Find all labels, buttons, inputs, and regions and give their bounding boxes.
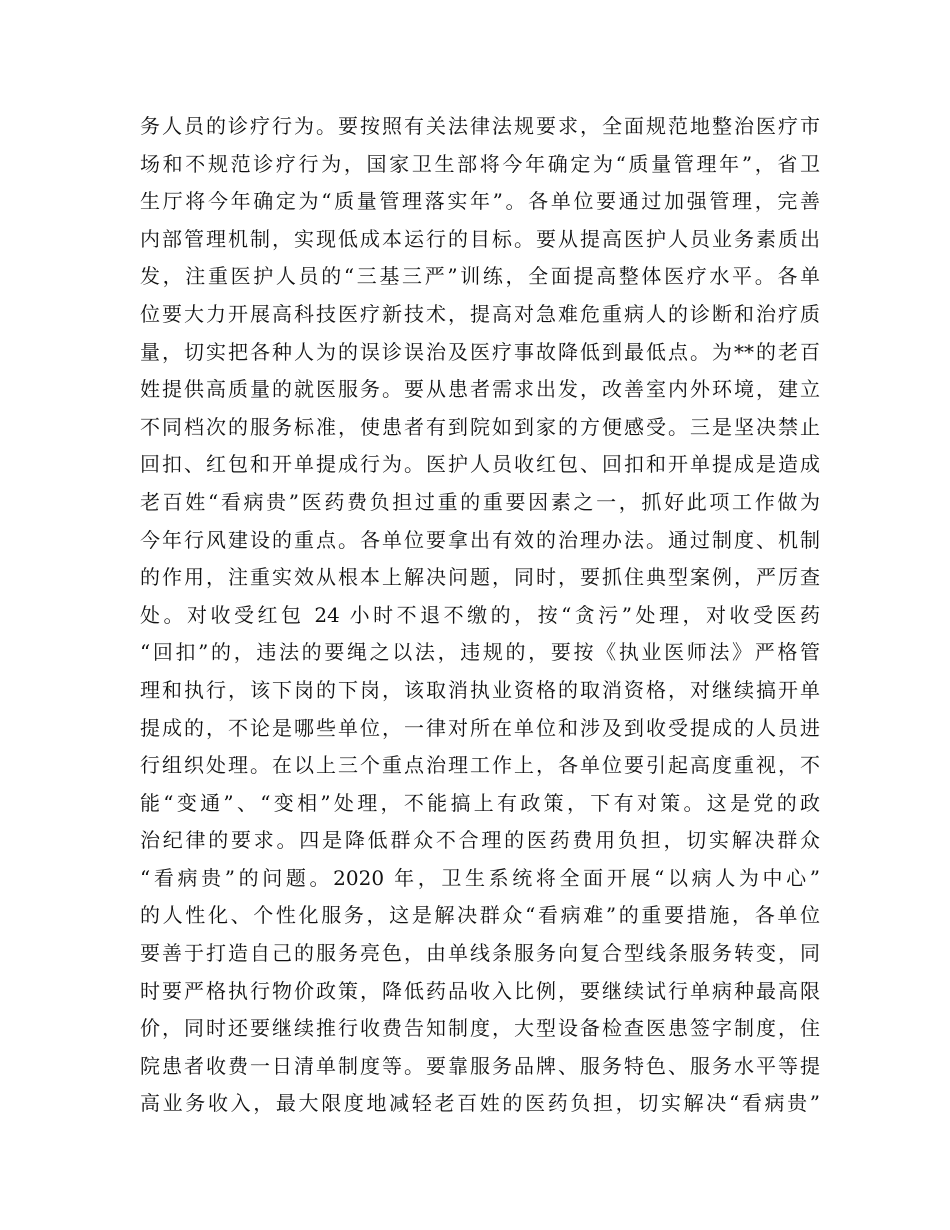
text-line: 内部管理机制，实现低成本运行的目标。要从提高医护人员业务素质出: [140, 226, 820, 251]
text-line: 处。对收受红包 24 小时不退不缴的，按“贪污”处理，对收受医药: [140, 602, 820, 627]
text-line: 今年行风建设的重点。各单位要拿出有效的治理办法。通过制度、机制: [140, 527, 820, 552]
text-line: 行组织处理。在以上三个重点治理工作上，各单位要引起高度重视，不: [140, 753, 820, 778]
text-line: 价，同时还要继续推行收费告知制度，大型设备检查医患签字制度，住: [140, 1016, 820, 1041]
text-line: 治纪律的要求。四是降低群众不合理的医药费用负担，切实解决群众: [140, 828, 820, 853]
text-line: 姓提供高质量的就医服务。要从患者需求出发，改善室内外环境，建立: [140, 377, 820, 402]
text-line: 提成的，不论是哪些单位，一律对所在单位和涉及到收受提成的人员进: [140, 715, 820, 740]
text-line: 不同档次的服务标准，使患者有到院如到家的方便感受。三是坚决禁止: [140, 414, 820, 439]
text-line: 量，切实把各种人为的误诊误治及医疗事故降低到最低点。为**的老百: [140, 339, 820, 364]
text-line: 要善于打造自己的服务亮色，由单线条服务向复合型线条服务转变，同: [140, 941, 820, 966]
text-line: 发，注重医护人员的“三基三严”训练，全面提高整体医疗水平。各单: [140, 264, 820, 289]
text-line: 高业务收入，最大限度地减轻老百姓的医药负担，切实解决“看病贵”: [140, 1091, 820, 1116]
text-line: 位要大力开展高科技医疗新技术，提高对急难危重病人的诊断和治疗质: [140, 301, 820, 326]
body-text: [140, 108, 820, 1123]
text-line: 的人性化、个性化服务，这是解决群众“看病难”的重要措施，各单位: [140, 903, 820, 928]
text-line: 能“变通”、“变相”处理，不能搞上有政策，下有对策。这是党的政: [140, 790, 820, 815]
text-line: 的作用，注重实效从根本上解决问题，同时，要抓住典型案例，严厉查: [140, 565, 820, 590]
text-line: 回扣、红包和开单提成行为。医护人员收红包、回扣和开单提成是造成: [140, 452, 820, 477]
text-line: 生厅将今年确定为“质量管理落实年”。各单位要通过加强管理，完善: [140, 189, 820, 214]
text-line: 务人员的诊疗行为。要按照有关法律法规要求，全面规范地整治医疗市: [140, 114, 820, 138]
text-line: “回扣”的，违法的要绳之以法，违规的，要按《执业医师法》严格管: [140, 640, 820, 665]
text-line: 老百姓“看病贵”医药费负担过重的重要因素之一，抓好此项工作做为: [140, 489, 820, 514]
text-line: 场和不规范诊疗行为，国家卫生部将今年确定为“质量管理年”，省卫: [140, 151, 820, 176]
text-line: 院患者收费一日清单制度等。要靠服务品牌、服务特色、服务水平等提: [140, 1053, 820, 1078]
text-line: 时要严格执行物价政策，降低药品收入比例，要继续试行单病种最高限: [140, 978, 820, 1003]
text-line: 理和执行，该下岗的下岗，该取消执业资格的取消资格，对继续搞开单: [140, 677, 820, 702]
text-line: “看病贵”的问题。2020 年，卫生系统将全面开展“以病人为中心”: [140, 865, 820, 890]
